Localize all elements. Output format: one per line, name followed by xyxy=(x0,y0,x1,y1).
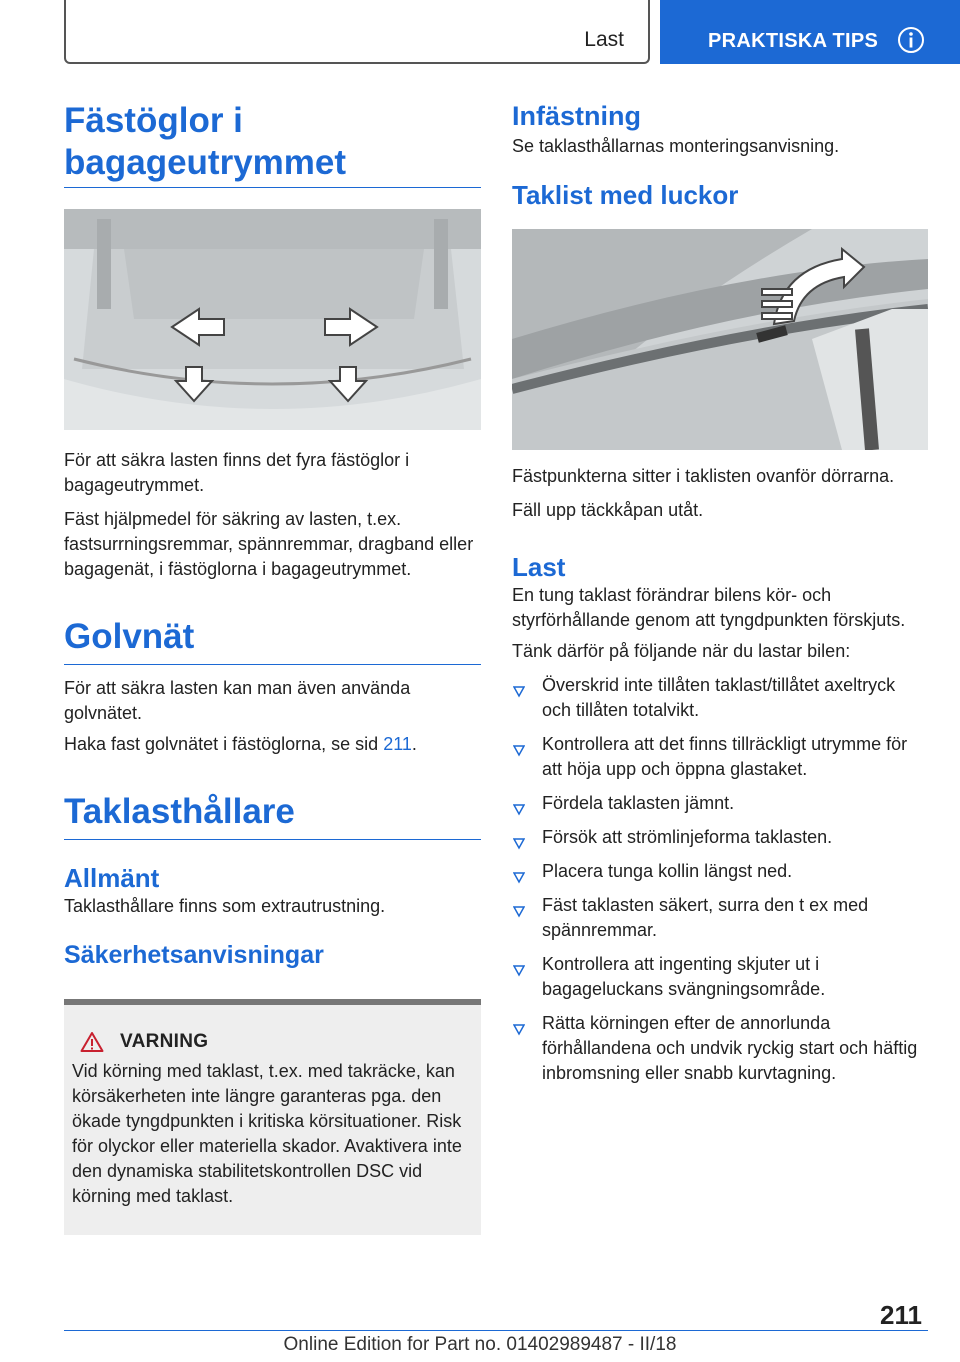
list-item-text: Fördela taklasten jämnt. xyxy=(542,793,735,813)
heading-last: Last xyxy=(512,552,566,582)
roof-rail-image xyxy=(512,229,928,450)
warning-text: Vid körning med taklast, t.ex. med takräcke, kan körsäkerheten inte längre garanteras pga. den ökade tyngdpunkten i kritiska körsituationer. Risk för olyckor eller materiella skador. Avaktivera inte den dynamiska stabilitetskontrollen DSC vid körning med taklast. xyxy=(72,1061,462,1206)
page-reference-link[interactable]: 211 xyxy=(383,734,412,754)
list-item-text: Fäst taklasten säkert, surra den t ex med spännremmar. xyxy=(542,895,869,940)
right-column xyxy=(512,100,928,1086)
paragraph: Fäst hjälpmedel för säkring av lasten, t.ex. fastsurrningsremmar, spännremmar, dragband eller bagagenät, i fästöglorna i bagageutrymmet. xyxy=(64,509,474,579)
heading-sakerhetsanvisningar: Säkerhetsanvisningar xyxy=(64,941,324,969)
bullet-triangle-icon xyxy=(513,1018,525,1043)
trunk-tie-down-image xyxy=(64,209,481,430)
bullet-triangle-icon xyxy=(513,959,525,984)
list-item xyxy=(512,952,928,1002)
header-chapter-tab[interactable] xyxy=(660,0,960,64)
warning-box xyxy=(64,999,481,1235)
header-chapter-label: PRAKTISKA TIPS xyxy=(708,30,879,52)
punctuation: . xyxy=(411,734,417,754)
list-item-text: Överskrid inte tillåten taklast/tillåtet axeltryck och tillåten totalvikt. xyxy=(542,675,896,720)
paragraph: Se taklasthållarnas monteringsanvisning. xyxy=(512,136,840,156)
warning-icon xyxy=(80,1031,104,1053)
left-column xyxy=(64,100,481,1235)
list-item-text: Försök att strömlinjeforma taklasten. xyxy=(542,827,833,847)
paragraph-text: Haka fast golvnätet i fästöglorna, se sid xyxy=(64,734,379,754)
list-item-text: Placera tunga kollin längst ned. xyxy=(542,861,793,881)
paragraph: Taklasthållare finns som extrautrustning. xyxy=(64,896,386,916)
bullet-triangle-icon xyxy=(513,866,525,891)
paragraph-with-ref xyxy=(64,732,481,757)
heading-infastning: Infästning xyxy=(512,101,641,131)
list-item xyxy=(512,791,928,816)
heading-golvnat: Golvnät xyxy=(64,617,195,656)
list-item xyxy=(512,893,928,943)
header-section-box xyxy=(64,0,650,64)
warning-title: VARNING xyxy=(120,1031,209,1052)
list-item xyxy=(512,732,928,782)
info-icon xyxy=(897,26,925,59)
header-section-title: Last xyxy=(584,28,624,51)
list-item-text: Kontrollera att ingenting skjuter ut i bagageluckans svängningsområde. xyxy=(542,954,826,999)
heading-rule xyxy=(64,187,481,188)
bullet-triangle-icon xyxy=(513,832,525,857)
list-item xyxy=(512,825,928,850)
bullet-triangle-icon xyxy=(513,900,525,925)
footer-edition: Online Edition for Part no. 01402989487 - II/18 xyxy=(283,1334,677,1355)
paragraph: Fästpunkterna sitter i taklisten ovanför dörrarna. xyxy=(512,466,895,486)
heading-rule xyxy=(64,664,481,665)
bullet-triangle-icon xyxy=(513,680,525,705)
paragraph: En tung taklast förändrar bilens kör- och styrförhållande genom att tyngdpunkten förskjuts. xyxy=(512,585,906,630)
warning-title-row xyxy=(72,1031,473,1053)
list-item-text: Rätta körningen efter de annorlunda förhållandena och undvik ryckig start och häftig inbromsning eller snabb kurvtagning. xyxy=(542,1013,918,1083)
heading-allmant: Allmänt xyxy=(64,863,160,893)
paragraph: Fäll upp täckkåpan utåt. xyxy=(512,500,704,520)
bullet-triangle-icon xyxy=(513,798,525,823)
page-number: 211 xyxy=(880,1300,922,1330)
paragraph: För att säkra lasten kan man även använda golvnätet. xyxy=(64,678,411,723)
paragraph: För att säkra lasten finns det fyra fästöglor i bagageutrymmet. xyxy=(64,450,410,495)
heading-taklist: Taklist med luckor xyxy=(512,180,739,210)
paragraph: Tänk därför på följande när du lastar bilen: xyxy=(512,641,851,661)
heading-fastoglor: Fästöglor i bagageutrymmet xyxy=(64,101,347,182)
bullet-list xyxy=(512,673,928,1086)
list-item xyxy=(512,1011,928,1086)
list-item xyxy=(512,673,928,723)
list-item-text: Kontrollera att det finns tillräckligt utrymme för att höja upp och öppna glastaket. xyxy=(542,734,908,779)
list-item xyxy=(512,859,928,884)
heading-taklasthallare: Taklasthållare xyxy=(64,792,295,831)
footer-rule xyxy=(64,1330,928,1331)
bullet-triangle-icon xyxy=(513,739,525,764)
heading-rule xyxy=(64,839,481,840)
